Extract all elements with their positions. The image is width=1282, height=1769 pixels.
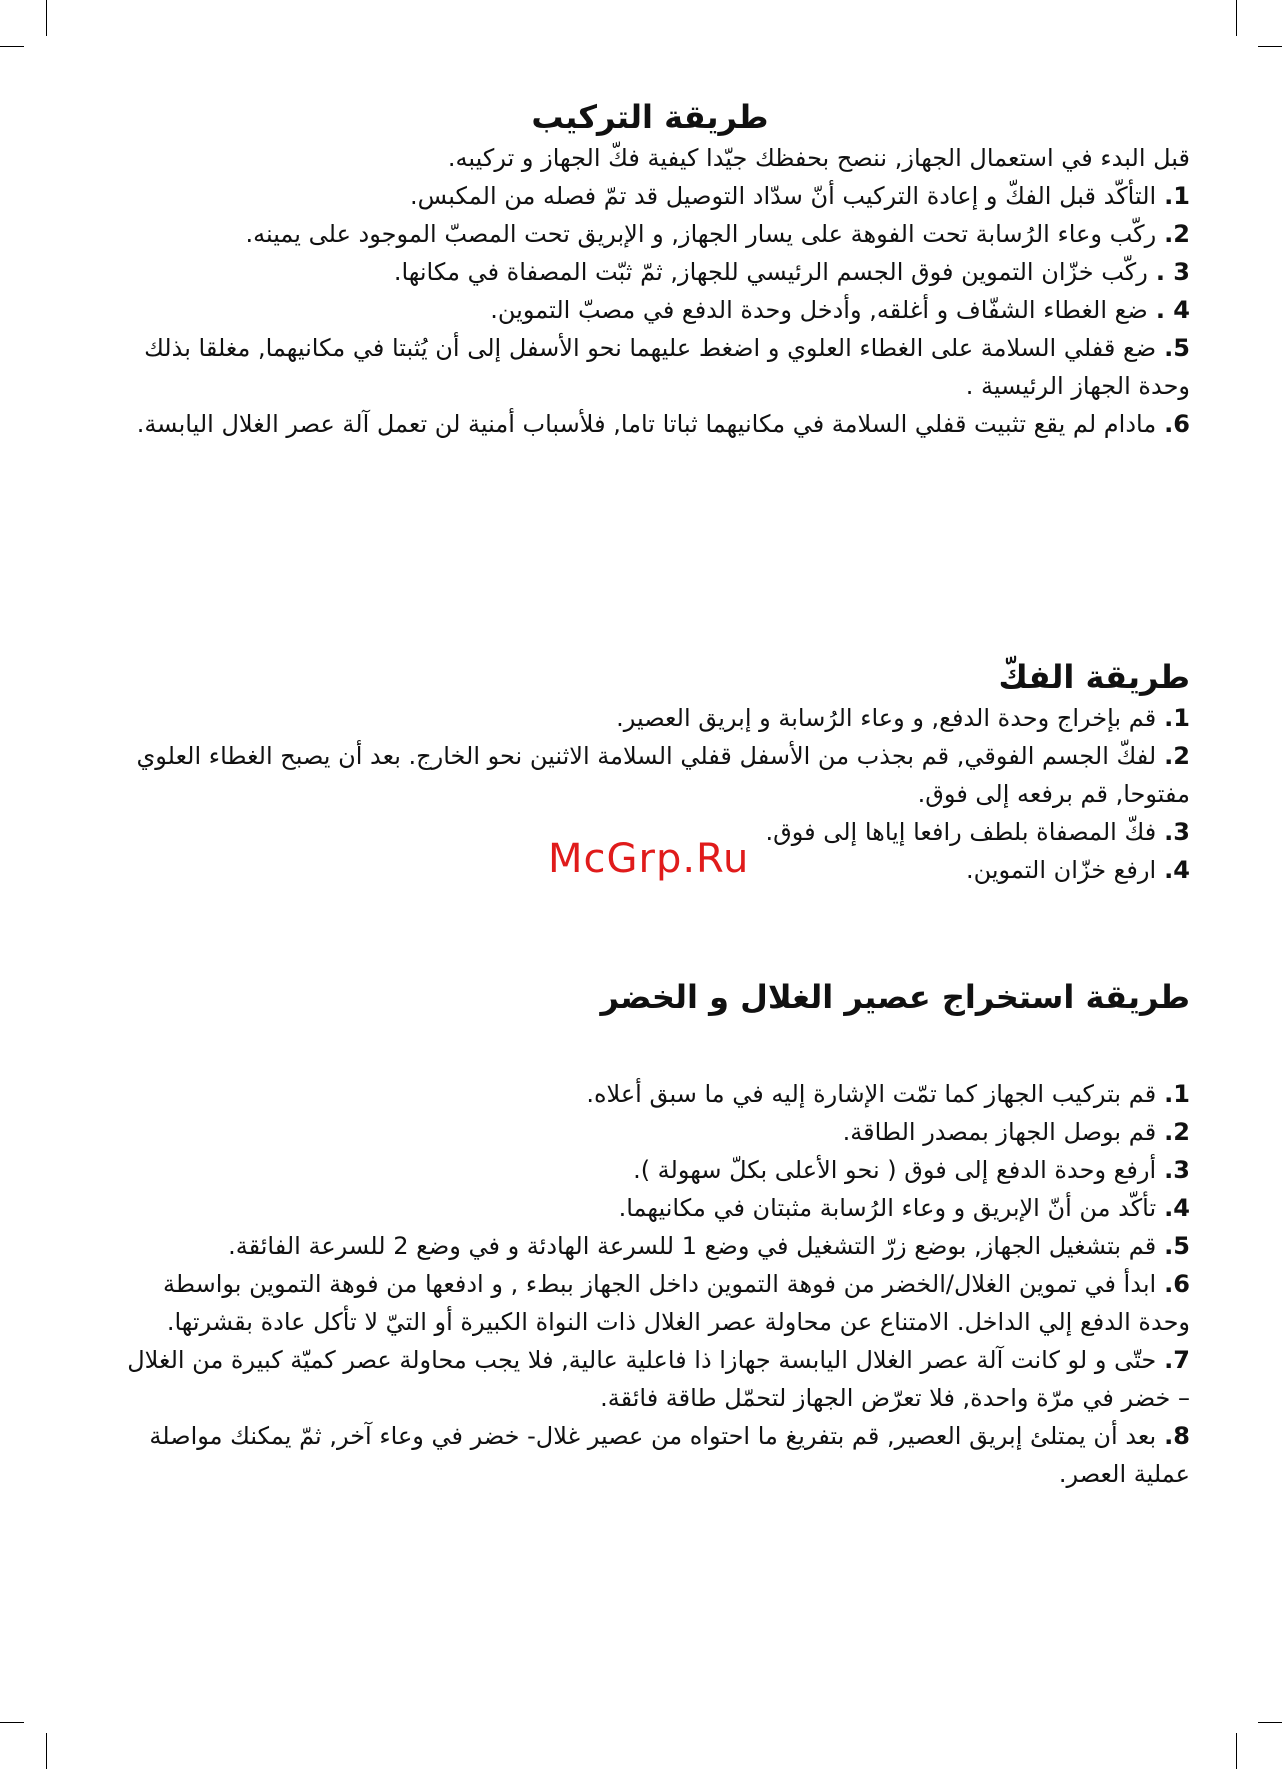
assembly-step: 5.ضع قفلي السلامة على الغطاء العلوي و اضغط عليهما نحو الأسفل إلى أن يُثبتا في مكانيهما, مغلقا بذلك وحدة الجهاز الرئيسية . [144, 334, 1190, 400]
crop-mark-top-left-h [0, 46, 24, 47]
disassembly-step: 4.ارفع خزّان التموين. [965, 856, 1190, 884]
assembly-section [110, 95, 1190, 443]
crop-mark-bottom-left [46, 1733, 47, 1769]
assembly-step: 1.التأكّد قبل الفكّ و إعادة التركيب أنّ سدّاد التوصيل قد تمّ فصله من المكبس. [410, 182, 1190, 210]
assembly-step: 6.مادام لم يقع تثبيت قفلي السلامة في مكانيهما ثباتا تاما, فلأسباب أمنية لن تعمل آلة عصر الغلال اليابسة. [136, 410, 1190, 438]
crop-mark-bottom-right [1236, 1733, 1237, 1769]
extraction-steps [110, 1075, 1190, 1493]
crop-mark-bottom-right-h [1258, 1722, 1282, 1723]
assembly-title: طريقة التركيب [531, 98, 769, 136]
extraction-step: 5.قم بتشغيل الجهاز, بوضع زرّ التشغيل في وضع 1 للسرعة الهادئة و في وضع 2 للسرعة الفائقة. [228, 1232, 1190, 1260]
crop-mark-bottom-left-h [0, 1722, 24, 1723]
extraction-title: طريقة استخراج عصير الغلال و الخضر [600, 978, 1190, 1016]
extraction-step: 8.بعد أن يمتلئ إبريق العصير, قم بتفريغ ما احتواه من عصير غلال- خضر في وعاء آخر, ثمّ يمكنك مواصلة عملية العصر. [149, 1422, 1190, 1488]
extraction-step: 4.تأكّد من أنّ الإبريق و وعاء الرُسابة مثبتان في مكانيهما. [618, 1194, 1190, 1222]
assembly-step: 3 .ركّب خزّان التموين فوق الجسم الرئيسي للجهاز, ثمّ ثبّت المصفاة في مكانها. [393, 258, 1190, 286]
extraction-step: 3.أرفع وحدة الدفع إلى فوق ( نحو الأعلى بكلّ سهولة ). [633, 1156, 1190, 1184]
disassembly-step: 1.قم بإخراج وحدة الدفع, و وعاء الرُسابة و إبريق العصير. [616, 704, 1190, 732]
watermark: McGrp.Ru [548, 836, 750, 882]
disassembly-step: 3.فكّ المصفاة بلطف رافعا إياها إلى فوق. [765, 818, 1190, 846]
crop-mark-top-left [46, 0, 47, 36]
crop-mark-top-right-h [1258, 46, 1282, 47]
assembly-steps [110, 177, 1190, 443]
assembly-step: 2.ركّب وعاء الرُسابة تحت الفوهة على يسار الجهاز, و الإبريق تحت المصبّ الموجود على يمينه. [245, 220, 1190, 248]
extraction-section [110, 975, 1190, 1493]
extraction-step: 1.قم بتركيب الجهاز كما تمّت الإشارة إليه في ما سبق أعلاه. [586, 1080, 1190, 1108]
extraction-step: 7.حتّى و لو كانت آلة عصر الغلال اليابسة جهازا ذا فاعلية عالية, فلا يجب محاولة عصر كميّة كبيرة من الغلال – خضر في مرّة واحدة, فلا تعرّض الجهاز لتحمّل طاقة فائقة. [127, 1346, 1190, 1412]
assembly-intro: قبل البدء في استعمال الجهاز, ننصح بحفظك جيّدا كيفية فكّ الجهاز و تركيبه. [447, 144, 1190, 172]
extraction-step: 2.قم بوصل الجهاز بمصدر الطاقة. [842, 1118, 1190, 1146]
assembly-step: 4 .ضع الغطاء الشفّاف و أغلقه, وأدخل وحدة الدفع في مصبّ التموين. [490, 296, 1190, 324]
extraction-step: 6.ابدأ في تموين الغلال/الخضر من فوهة التموين داخل الجهاز ببطء , و ادفعها من فوهة التموين بواسطة وحدة الدفع إلي الداخل. الامتناع عن محاولة عصر الغلال ذات النواة الكبيرة أو التيّ لا تأكل عادة بقشرتها. [163, 1270, 1190, 1336]
disassembly-title: طريقة الفكّ [998, 658, 1190, 696]
disassembly-step: 2.لفكّ الجسم الفوقي, قم بجذب من الأسفل قفلي السلامة الاثنين نحو الخارج. بعد أن يصبح الغطاء العلوي مفتوحا, قم برفعه إلى فوق. [136, 742, 1190, 808]
crop-mark-top-right [1236, 0, 1237, 36]
